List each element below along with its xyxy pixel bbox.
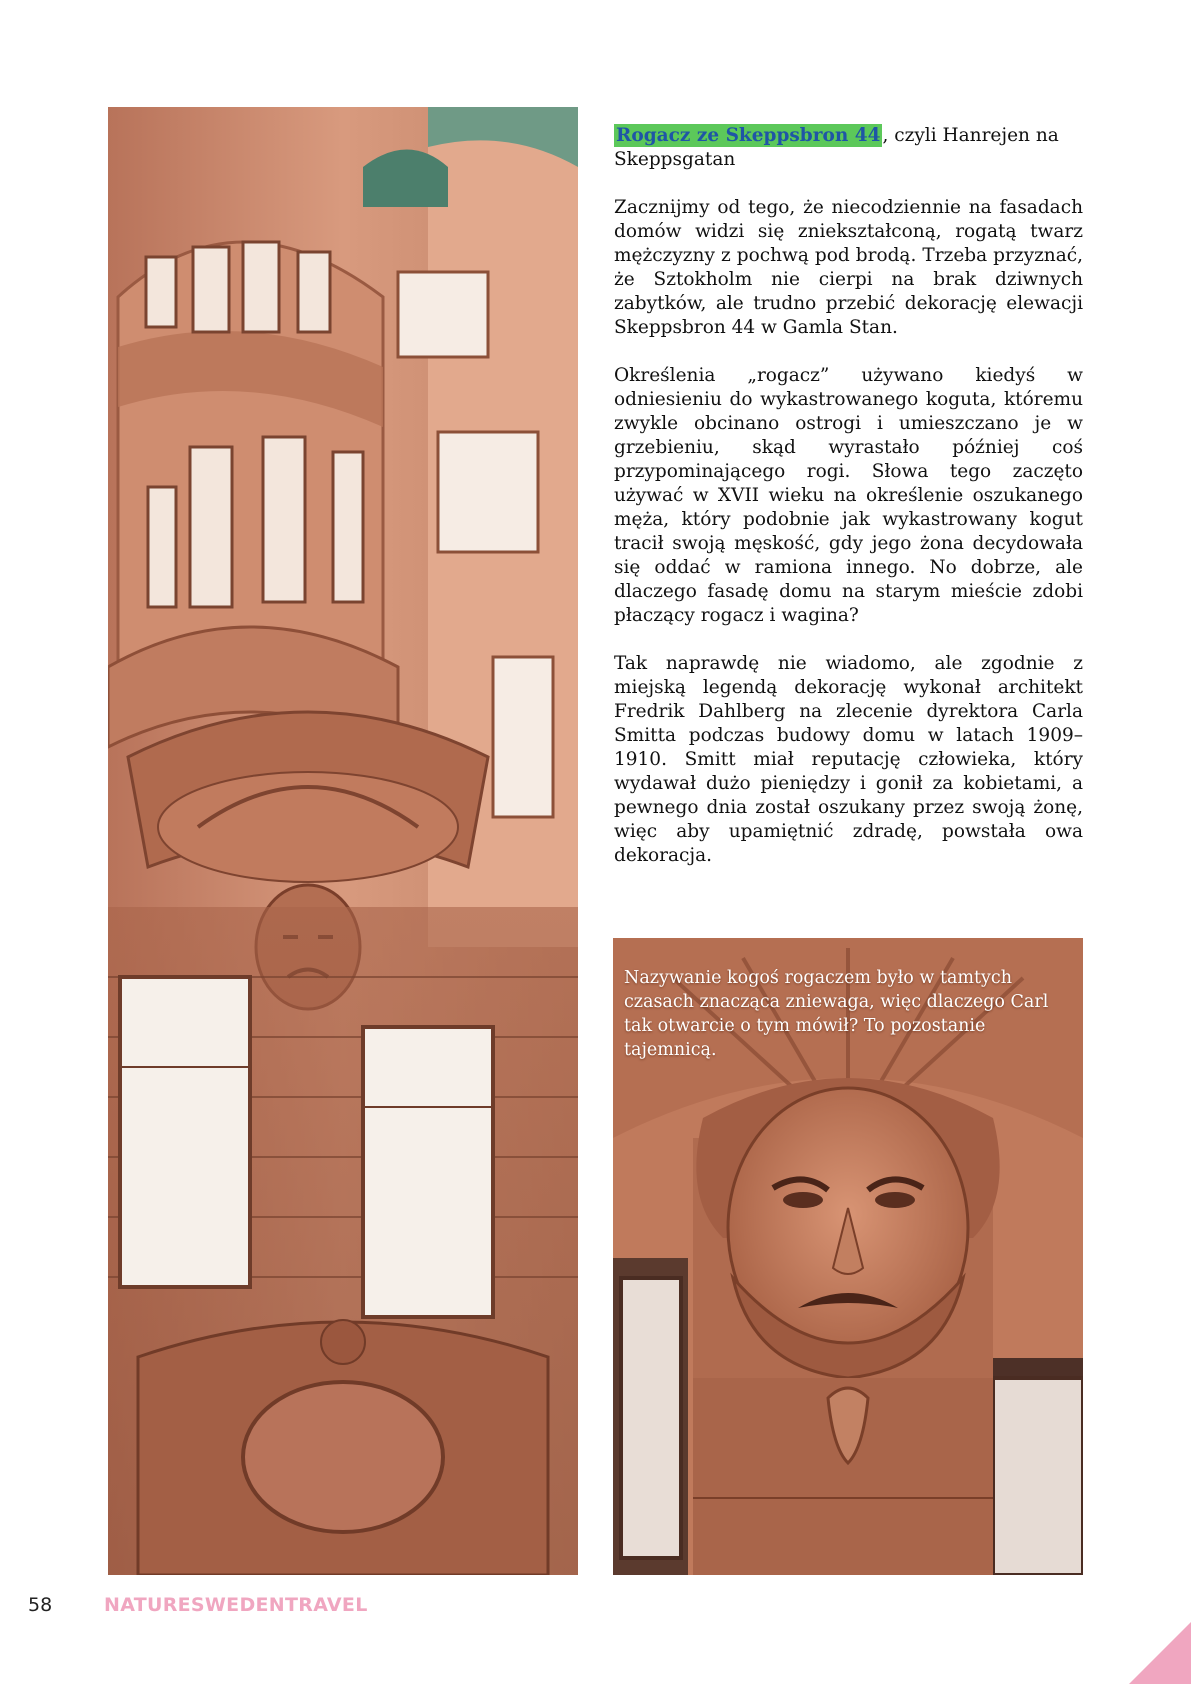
subhead-text: , czyli Hanrejen na Skeppsgatan — [614, 125, 1059, 170]
paragraph-3: Tak naprawdę nie wiadomo, ale zgodnie z miejską legendą dekorację wykonał architekt Fredrik Dahlberg na zlecenie dyrektora Carla Smitta podczas budowy domu w latach 1909–1910. Smitt miał reputację człowieka, który wydawał dużo pieniędzy i gonił za kobietami, a pewnego dnia został oszukany przez swoją żonę, więc aby upamiętnić zdradę, powstała owa dekoracja. — [614, 653, 1083, 866]
page-number: 58 — [28, 1594, 53, 1616]
facade-photo — [108, 107, 578, 1575]
page-corner-triangle — [1129, 1622, 1191, 1684]
article-body — [614, 124, 1083, 892]
highlighted-link[interactable]: Rogacz ze Skeppsbron 44 — [616, 125, 881, 146]
brand-name: NATURESWEDENTRAVEL — [104, 1594, 368, 1616]
paragraph-1: Zacznijmy od tego, że niecodziennie na fasadach domów widzi się zniekształconą, rogatą twarz mężczyzny z pochwą pod brodą. Trzeba przyznać, że Sztokholm nie cierpi na brak dziwnych zabytków, ale trudno przebić dekorację elewacji Skeppsbron 44 w Gamla Stan. — [614, 197, 1083, 338]
article-subhead — [614, 124, 1083, 172]
photo-caption: Nazywanie kogoś rogaczem było w tamtych czasach znacząca zniewaga, więc dlaczego Carl tak otwarcie o tym mówił? To pozostanie tajemnicą. — [624, 968, 1049, 1060]
paragraph-2: Określenia „rogacz” używano kiedyś w odniesieniu do wykastrowanego koguta, któremu zwykle obcinano ostrogi i umieszczano je w grzebieniu, skąd wyrastało później coś przypominającego rogi. Słowa tego zaczęto używać w XVII wieku na określenie oszukanego męża, który podobnie jak wykastrowany kogut tracił swoją męskość, gdy jego żona decydowała się oddać w ramiona innego. No dobrze, ale dlaczego fasadę domu na starym mieście zdobi płaczący rogacz i wagina? — [614, 365, 1083, 626]
